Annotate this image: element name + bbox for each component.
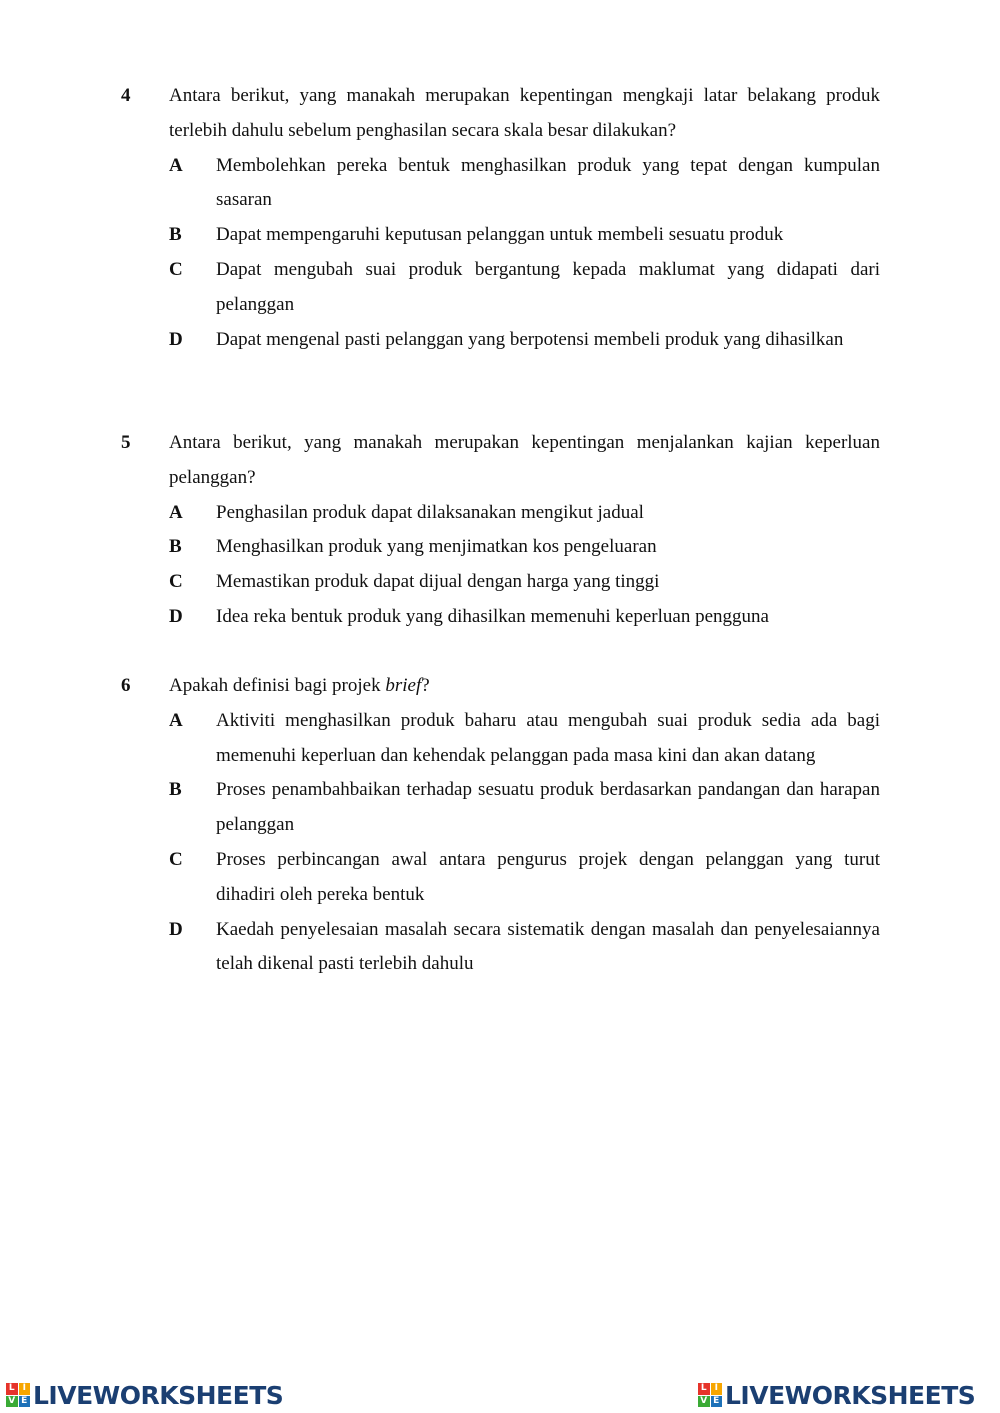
- question-5: [121, 426, 880, 635]
- option-letter: B: [169, 224, 182, 246]
- live-blocks-icon: [6, 1383, 30, 1407]
- option-d[interactable]: [169, 913, 880, 983]
- option-text: Idea reka bentuk produk yang dihasilkan memenuhi keperluan pengguna: [216, 605, 769, 627]
- option-c[interactable]: [169, 565, 880, 600]
- option-a[interactable]: [169, 496, 880, 531]
- question-5-options: [169, 496, 880, 635]
- option-d[interactable]: [169, 323, 880, 358]
- option-letter: A: [169, 154, 183, 176]
- option-text: Menghasilkan produk yang menjimatkan kos pengeluaran: [216, 536, 657, 558]
- logo-block-e: E: [711, 1396, 723, 1408]
- option-letter: D: [169, 605, 183, 627]
- brand-name: LIVEWORKSHEETS: [33, 1380, 284, 1410]
- logo-block-i: I: [19, 1383, 31, 1395]
- question-number: 6: [121, 675, 131, 696]
- logo-block-l: L: [6, 1383, 18, 1395]
- option-text: Aktiviti menghasilkan produk baharu atau mengubah suai produk sedia ada bagi memenuhi keperluan dan kehendak pelanggan pada masa kini dan akan datang: [216, 709, 880, 766]
- question-6-stem: [121, 669, 880, 704]
- option-text: Memastikan produk dapat dijual dengan harga yang tinggi: [216, 571, 660, 593]
- option-text: Dapat mempengaruhi keputusan pelanggan untuk membeli sesuatu produk: [216, 224, 784, 246]
- option-b[interactable]: [169, 530, 880, 565]
- question-4: [121, 79, 880, 357]
- question-text: [169, 669, 880, 704]
- liveworksheets-logo-right[interactable]: [698, 1378, 975, 1412]
- logo-block-v: V: [698, 1396, 710, 1408]
- option-text: Dapat mengubah suai produk bergantung kepada maklumat yang didapati dari pelanggan: [216, 258, 880, 315]
- logo-block-e: E: [19, 1396, 31, 1408]
- option-a[interactable]: [169, 704, 880, 774]
- option-c[interactable]: [169, 253, 880, 323]
- liveworksheets-logo-left[interactable]: [6, 1378, 283, 1412]
- option-text: Dapat mengenal pasti pelanggan yang berpotensi membeli produk yang dihasilkan: [216, 328, 844, 350]
- option-letter: C: [169, 258, 183, 280]
- option-b[interactable]: [169, 218, 880, 253]
- option-letter: C: [169, 848, 183, 870]
- option-d[interactable]: [169, 600, 880, 635]
- question-number: 5: [121, 432, 131, 453]
- question-text-after: ?: [421, 675, 430, 696]
- option-text: Proses penambahbaikan terhadap sesuatu produk berdasarkan pandangan dan harapan pelanggan: [216, 779, 880, 836]
- question-6-options: [169, 704, 880, 982]
- option-letter: D: [169, 328, 183, 350]
- option-letter: B: [169, 536, 182, 558]
- question-6: [121, 669, 880, 982]
- option-c[interactable]: [169, 843, 880, 913]
- option-letter: C: [169, 571, 183, 593]
- question-number: 4: [121, 85, 131, 106]
- question-text-italic: brief: [385, 675, 422, 696]
- question-4-stem: [121, 79, 880, 149]
- option-letter: B: [169, 779, 182, 801]
- option-text: Membolehkan pereka bentuk menghasilkan produk yang tepat dengan kumpulan sasaran: [216, 154, 880, 211]
- logo-block-l: L: [698, 1383, 710, 1395]
- option-text: Penghasilan produk dapat dilaksanakan mengikut jadual: [216, 501, 644, 523]
- logo-block-v: V: [6, 1396, 18, 1408]
- option-b[interactable]: [169, 773, 880, 843]
- option-text: Proses perbincangan awal antara pengurus projek dengan pelanggan yang turut dihadiri oleh pereka bentuk: [216, 848, 880, 905]
- option-letter: A: [169, 501, 183, 523]
- option-a[interactable]: [169, 149, 880, 219]
- brand-name: LIVEWORKSHEETS: [725, 1380, 976, 1410]
- question-text: Antara berikut, yang manakah merupakan kepentingan mengkaji latar belakang produk terlebih dahulu sebelum penghasilan secara skala besar dilakukan?: [169, 85, 880, 141]
- question-text-before: Apakah definisi bagi projek: [169, 675, 386, 696]
- option-text: Kaedah penyelesaian masalah secara sistematik dengan masalah dan penyelesaiannya telah dikenal pasti terlebih dahulu: [216, 918, 880, 975]
- option-letter: D: [169, 918, 183, 940]
- logo-block-i: I: [711, 1383, 723, 1395]
- option-letter: A: [169, 709, 183, 731]
- question-text: Antara berikut, yang manakah merupakan kepentingan menjalankan kajian keperluan pelanggan?: [169, 432, 880, 488]
- question-5-stem: [121, 426, 880, 496]
- question-4-options: [169, 149, 880, 358]
- live-blocks-icon: [698, 1383, 722, 1407]
